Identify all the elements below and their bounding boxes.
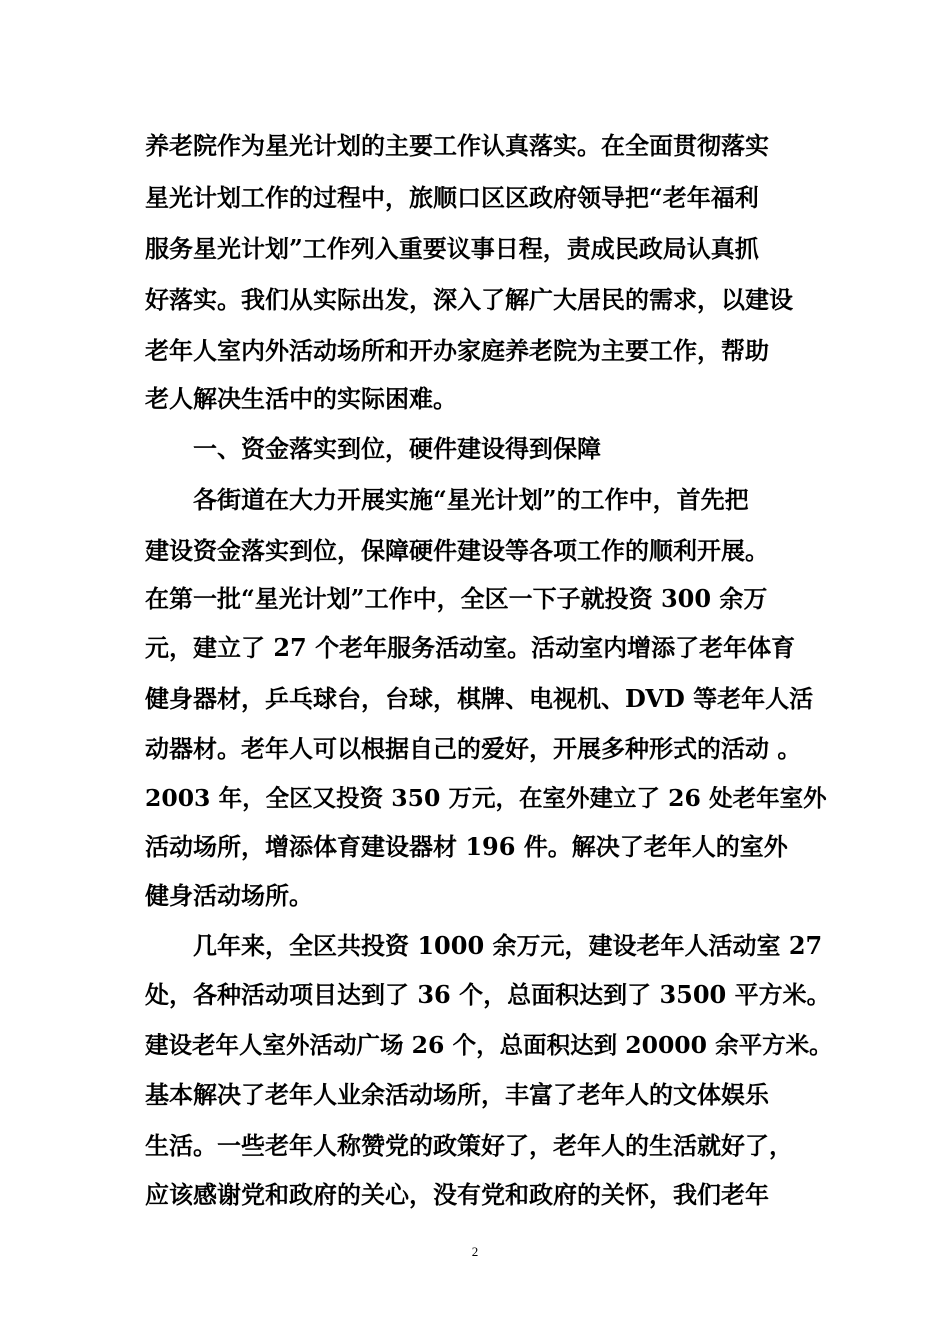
text-line: 处，各种活动项目达到了 36 个，总面积达到了 3500 平方米。 [145, 980, 831, 1009]
text-line: 应该感谢党和政府的关心，没有党和政府的关怀，我们老年 [145, 1180, 769, 1209]
text-line: 2003 年，全区又投资 350 万元，在室外建立了 26 处老年室外 [145, 784, 827, 812]
text-line: 各街道在大力开展实施“星光计划”的工作中，首先把 [193, 485, 749, 514]
text-line: 在第一批“星光计划”工作中，全区一下子就投资 300 余万 [145, 584, 768, 613]
text-line: 健身器材，乒乓球台，台球，棋牌、电视机、DVD 等老年人活 [145, 684, 814, 713]
text-line: 好落实。我们从实际出发，深入了解广大居民的需求，以建设 [145, 285, 793, 314]
text-line: 老年人室内外活动场所和开办家庭养老院为主要工作，帮助 [145, 336, 769, 365]
text-line: 建设老年人室外活动广场 26 个，总面积达到 20000 余平方米。 [145, 1031, 833, 1059]
text-line: 星光计划工作的过程中，旅顺口区区政府领导把“老年福利 [145, 183, 759, 212]
text-line: 服务星光计划”工作列入重要议事日程，责成民政局认真抓 [145, 234, 759, 263]
section-heading: 一、资金落实到位，硬件建设得到保障 [193, 434, 601, 463]
text-line: 健身活动场所。 [145, 881, 313, 910]
text-line: 元，建立了 27 个老年服务活动室。活动室内增添了老年体育 [145, 633, 796, 662]
text-line: 老人解决生活中的实际困难。 [145, 384, 457, 413]
text-line: 几年来，全区共投资 1000 余万元，建设老年人活动室 27 [193, 931, 823, 960]
page-number: 2 [471, 1244, 479, 1259]
text-line: 活动场所，增添体育建设器材 196 件。解决了老年人的室外 [145, 832, 788, 861]
text-line: 生活。一些老年人称赞党的政策好了，老年人的生活就好了， [145, 1131, 793, 1160]
text-line: 建设资金落实到位，保障硬件建设等各项工作的顺利开展。 [145, 536, 769, 565]
text-line: 基本解决了老年人业余活动场所，丰富了老年人的文体娱乐 [145, 1080, 769, 1109]
text-line: 动器材。老年人可以根据自己的爱好，开展多种形式的活动 。 [145, 734, 802, 763]
text-line: 养老院作为星光计划的主要工作认真落实。在全面贯彻落实 [145, 131, 769, 160]
